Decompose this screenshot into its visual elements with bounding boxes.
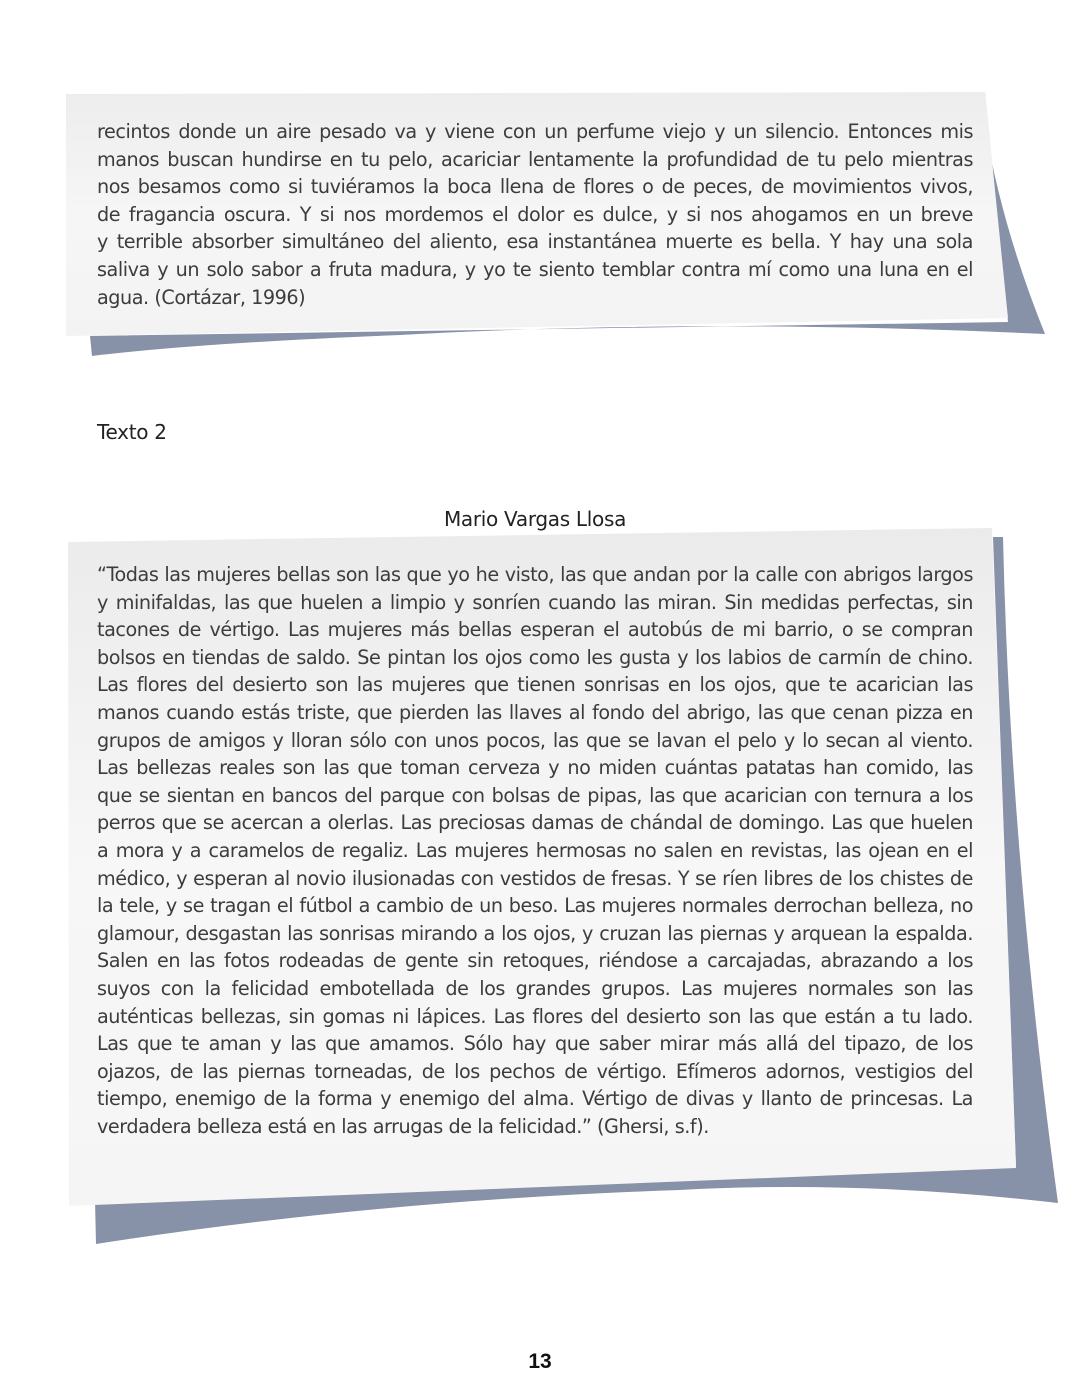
text-line-citation: verdadera belleza está en las arrugas de la felicidad.” (Ghersi, s.f).	[97, 1114, 709, 1138]
text-line: nos besamos como si tuviéramos la boca llena de flores o de peces, de movimientos vivos,	[97, 175, 973, 199]
text-line: Las bellezas reales son las que toman cerveza y no miden cuántas patatas han comido, las	[97, 756, 973, 780]
quote-text-cortazar	[97, 118, 973, 311]
text-line-citation: agua. (Cortázar, 1996)	[97, 285, 306, 309]
text-line: Las flores del desierto son las mujeres que tienen sonrisas en los ojos, que te acarician las	[97, 673, 973, 697]
text-line: Salen en las fotos rodeadas de gente sin retoques, riéndose a carcajadas, abrazando a los	[97, 949, 973, 973]
text-line: recintos donde un aire pesado va y viene con un perfume viejo y un silencio. Entonces mis	[97, 120, 973, 143]
text-line: y terrible absorber simultáneo del aliento, esa instantánea muerte es bella. Y hay una sola	[97, 230, 973, 254]
text-line: suyos con la felicidad embotellada de los grandes grupos. Las mujeres normales son las	[97, 976, 973, 1000]
text-line: a mora y a caramelos de regaliz. Las mujeres hermosas no salen en revistas, las ojean en el	[97, 838, 973, 862]
text-line: la tele, y se tragan el fútbol a cambio de un beso. Las mujeres normales derrochan belleza, no	[97, 894, 973, 918]
text-line: Las que te aman y las que amamos. Sólo hay que saber mirar más allá del tipazo, de los	[97, 1032, 973, 1056]
text-line: médico, y esperan al novio ilusionadas con vestidos de fresas. Y se ríen libres de los chistes de	[97, 866, 973, 890]
text-line: perros que se acercan a olerlas. Las preciosas damas de chándal de domingo. Las que huelen	[97, 811, 973, 835]
author-heading: Mario Vargas Llosa	[443, 507, 627, 531]
page-number: 13	[528, 1350, 552, 1373]
text-line: tacones de vértigo. Las mujeres más bellas esperan el autobús de mi barrio, o se compran	[97, 618, 973, 642]
text-line: manos cuando estás triste, que pierden las llaves al fondo del abrigo, las que cenan pizza en	[97, 700, 973, 724]
text-line: bolsos en tiendas de saldo. Se pintan los ojos como les gusta y los labios de carmín de chino.	[97, 645, 973, 669]
quote-text-ghersi	[97, 561, 973, 1140]
text-line: que se sientan en bancos del parque con bolsas de pipas, las que acarician con ternura a los	[97, 783, 973, 807]
text-line: “Todas las mujeres bellas son las que yo he visto, las que andan por la calle con abrigos largos	[97, 563, 973, 586]
text-line: y minifaldas, las que huelen a limpio y sonríen cuando las miran. Sin medidas perfectas, sin	[97, 590, 973, 614]
text-line: de fragancia oscura. Y si nos mordemos el dolor es dulce, y si nos ahogamos en un breve	[97, 202, 973, 226]
text-line: auténticas bellezas, sin gomas ni lápices. Las flores del desierto son las que están a tu lado.	[97, 1004, 973, 1028]
text-line: saliva y un solo sabor a fruta madura, y yo te siento temblar contra mí como una luna en el	[97, 257, 973, 281]
text-line: manos buscan hundirse en tu pelo, acariciar lentamente la profundidad de tu pelo mientras	[97, 147, 973, 171]
text-line: tiempo, enemigo de la forma y enemigo del alma. Vértigo de divas y llanto de princesas. La	[97, 1087, 973, 1111]
text-line: glamour, desgastan las sonrisas mirando a los ojos, y cruzan las piernas y arquean la espalda.	[97, 921, 973, 945]
text-line: ojazos, de las piernas torneadas, de los pechos de vértigo. Efímeros adornos, vestigios del	[97, 1059, 973, 1083]
text-line: grupos de amigos y lloran sólo con unos pocos, las que se lavan el pelo y lo secan al viento.	[97, 728, 973, 752]
section-label: Texto 2	[97, 420, 167, 444]
